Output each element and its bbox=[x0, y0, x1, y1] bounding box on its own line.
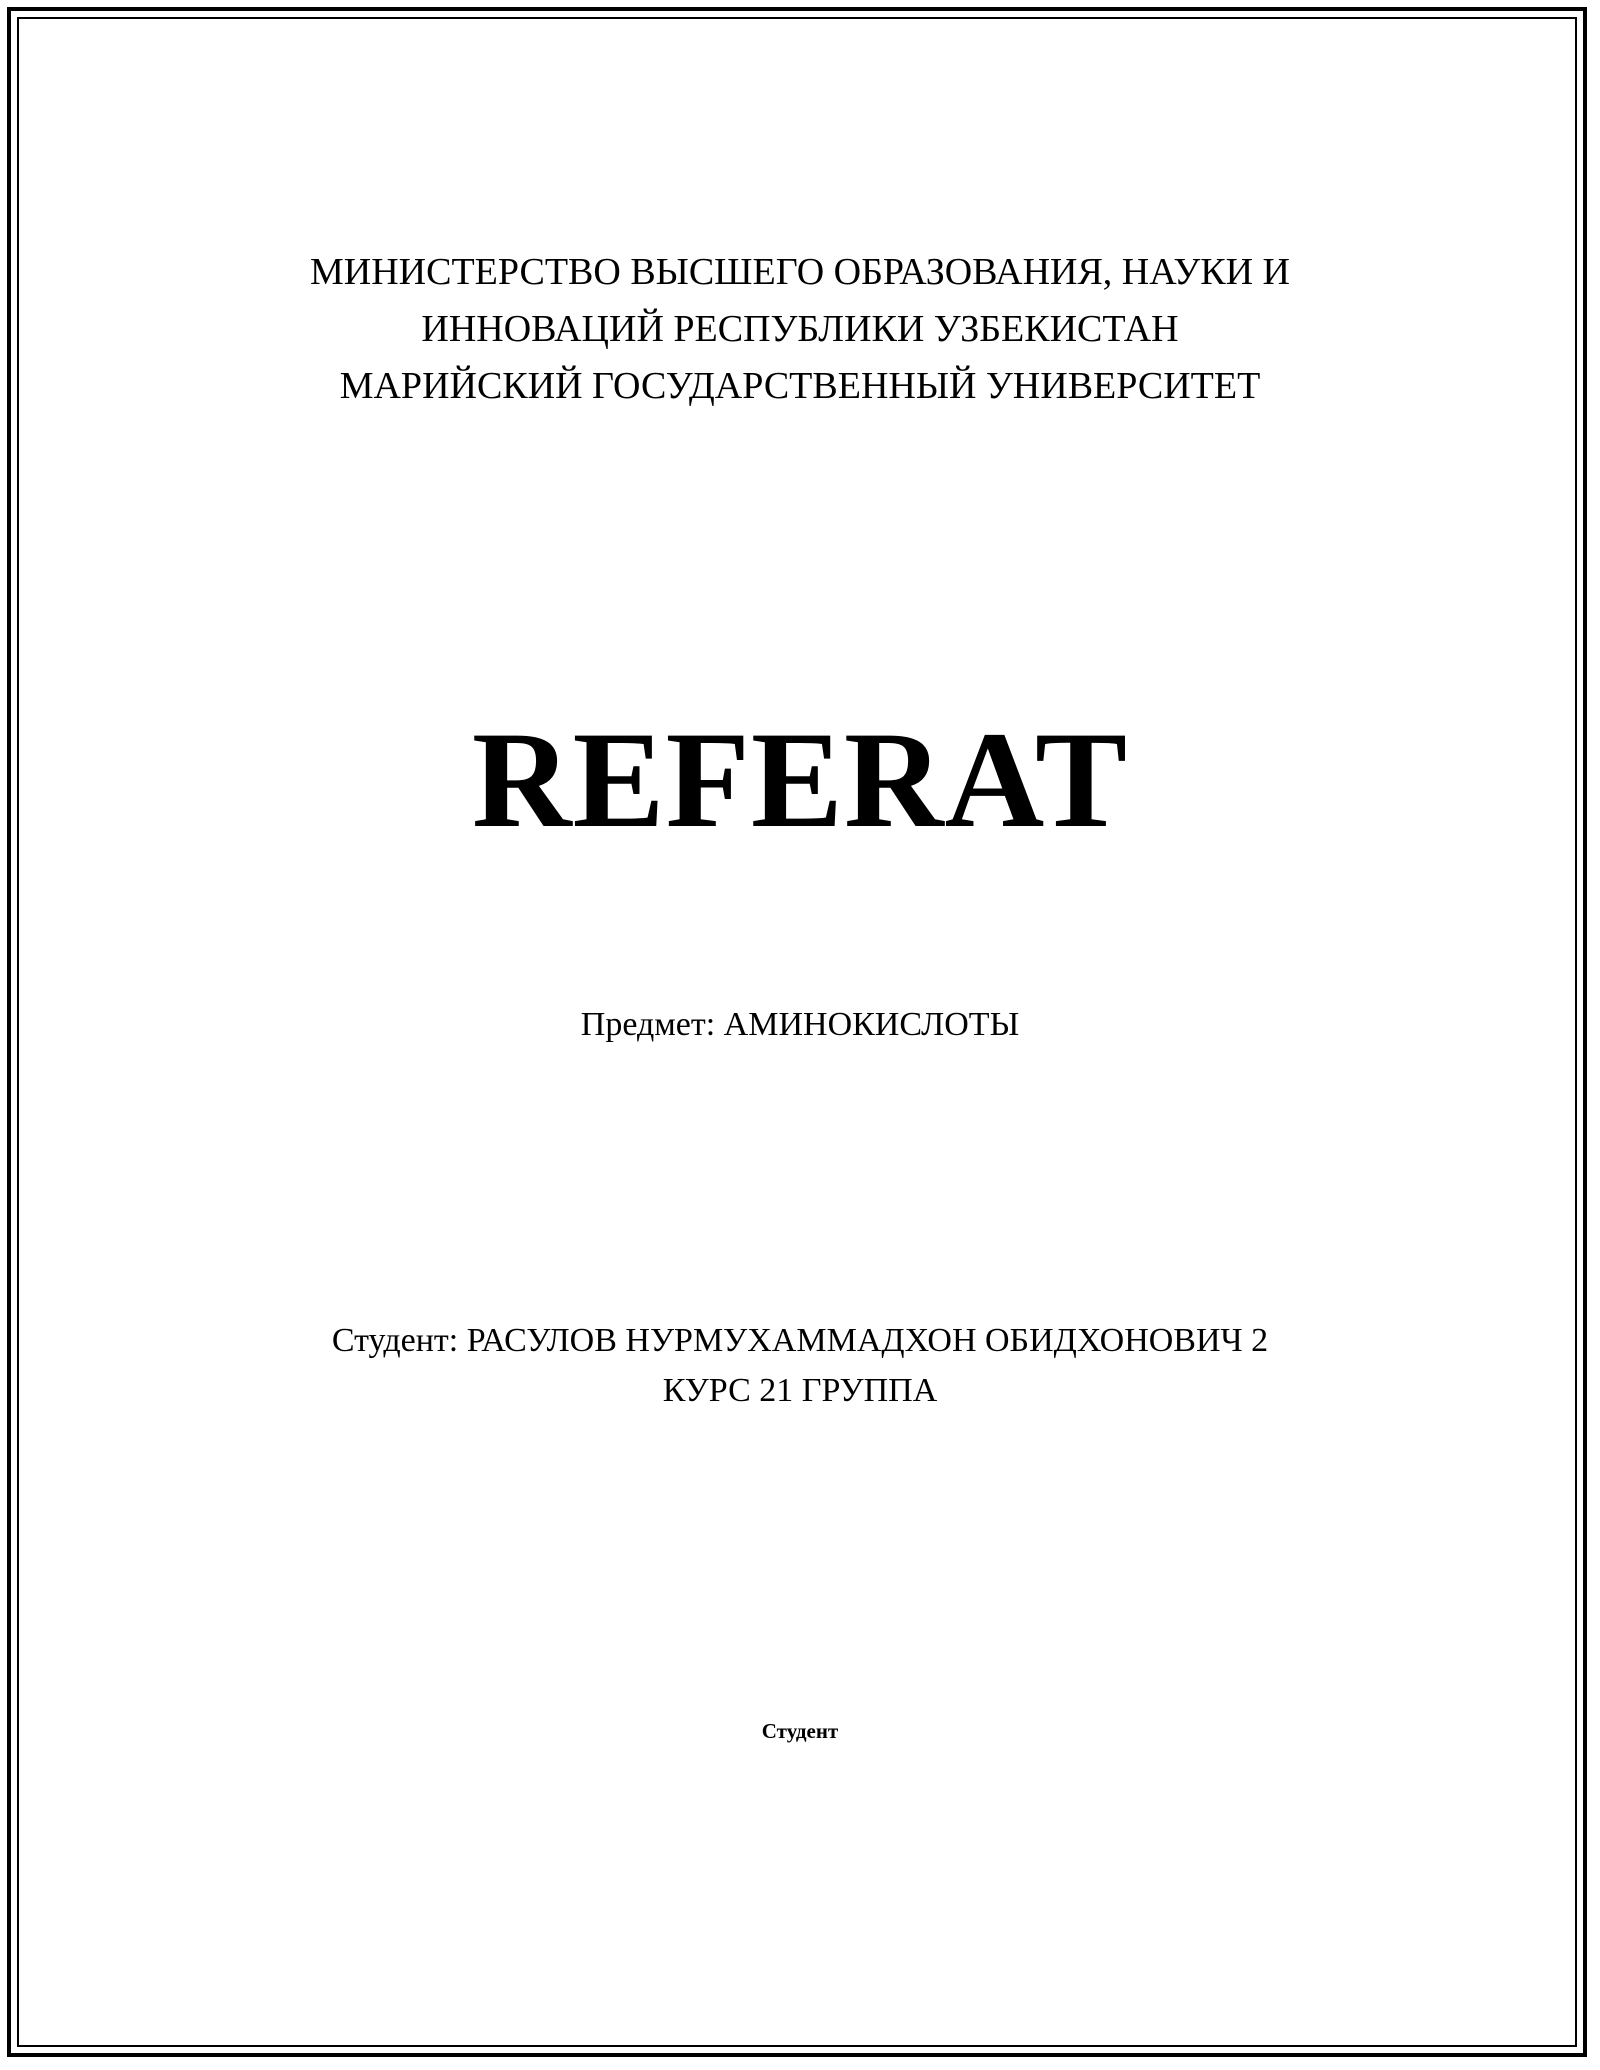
institution-line-3: МАРИЙСКИЙ ГОСУДАРСТВЕННЫЙ УНИВЕРСИТЕТ bbox=[339, 365, 1261, 407]
document-title: REFERAT bbox=[471, 703, 1129, 856]
institution-header bbox=[0, 244, 1600, 415]
institution-line-1: МИНИСТЕРСТВО ВЫСШЕГО ОБРАЗОВАНИЯ, НАУКИ И bbox=[310, 251, 1290, 293]
student-signature-label: Студент bbox=[761, 1719, 839, 1743]
subject-line: Предмет: АМИНОКИСЛОТЫ bbox=[580, 1006, 1020, 1043]
institution-line-2: ИННОВАЦИЙ РЕСПУБЛИКИ УЗБЕКИСТАН bbox=[421, 308, 1179, 350]
student-line-1: Студент: РАСУЛОВ НУРМУХАММАДХОН ОБИДХОНОВИЧ 2 bbox=[331, 1322, 1269, 1359]
student-line-2: КУРС 21 ГРУППА bbox=[662, 1372, 938, 1409]
student-info bbox=[0, 1316, 1600, 1416]
